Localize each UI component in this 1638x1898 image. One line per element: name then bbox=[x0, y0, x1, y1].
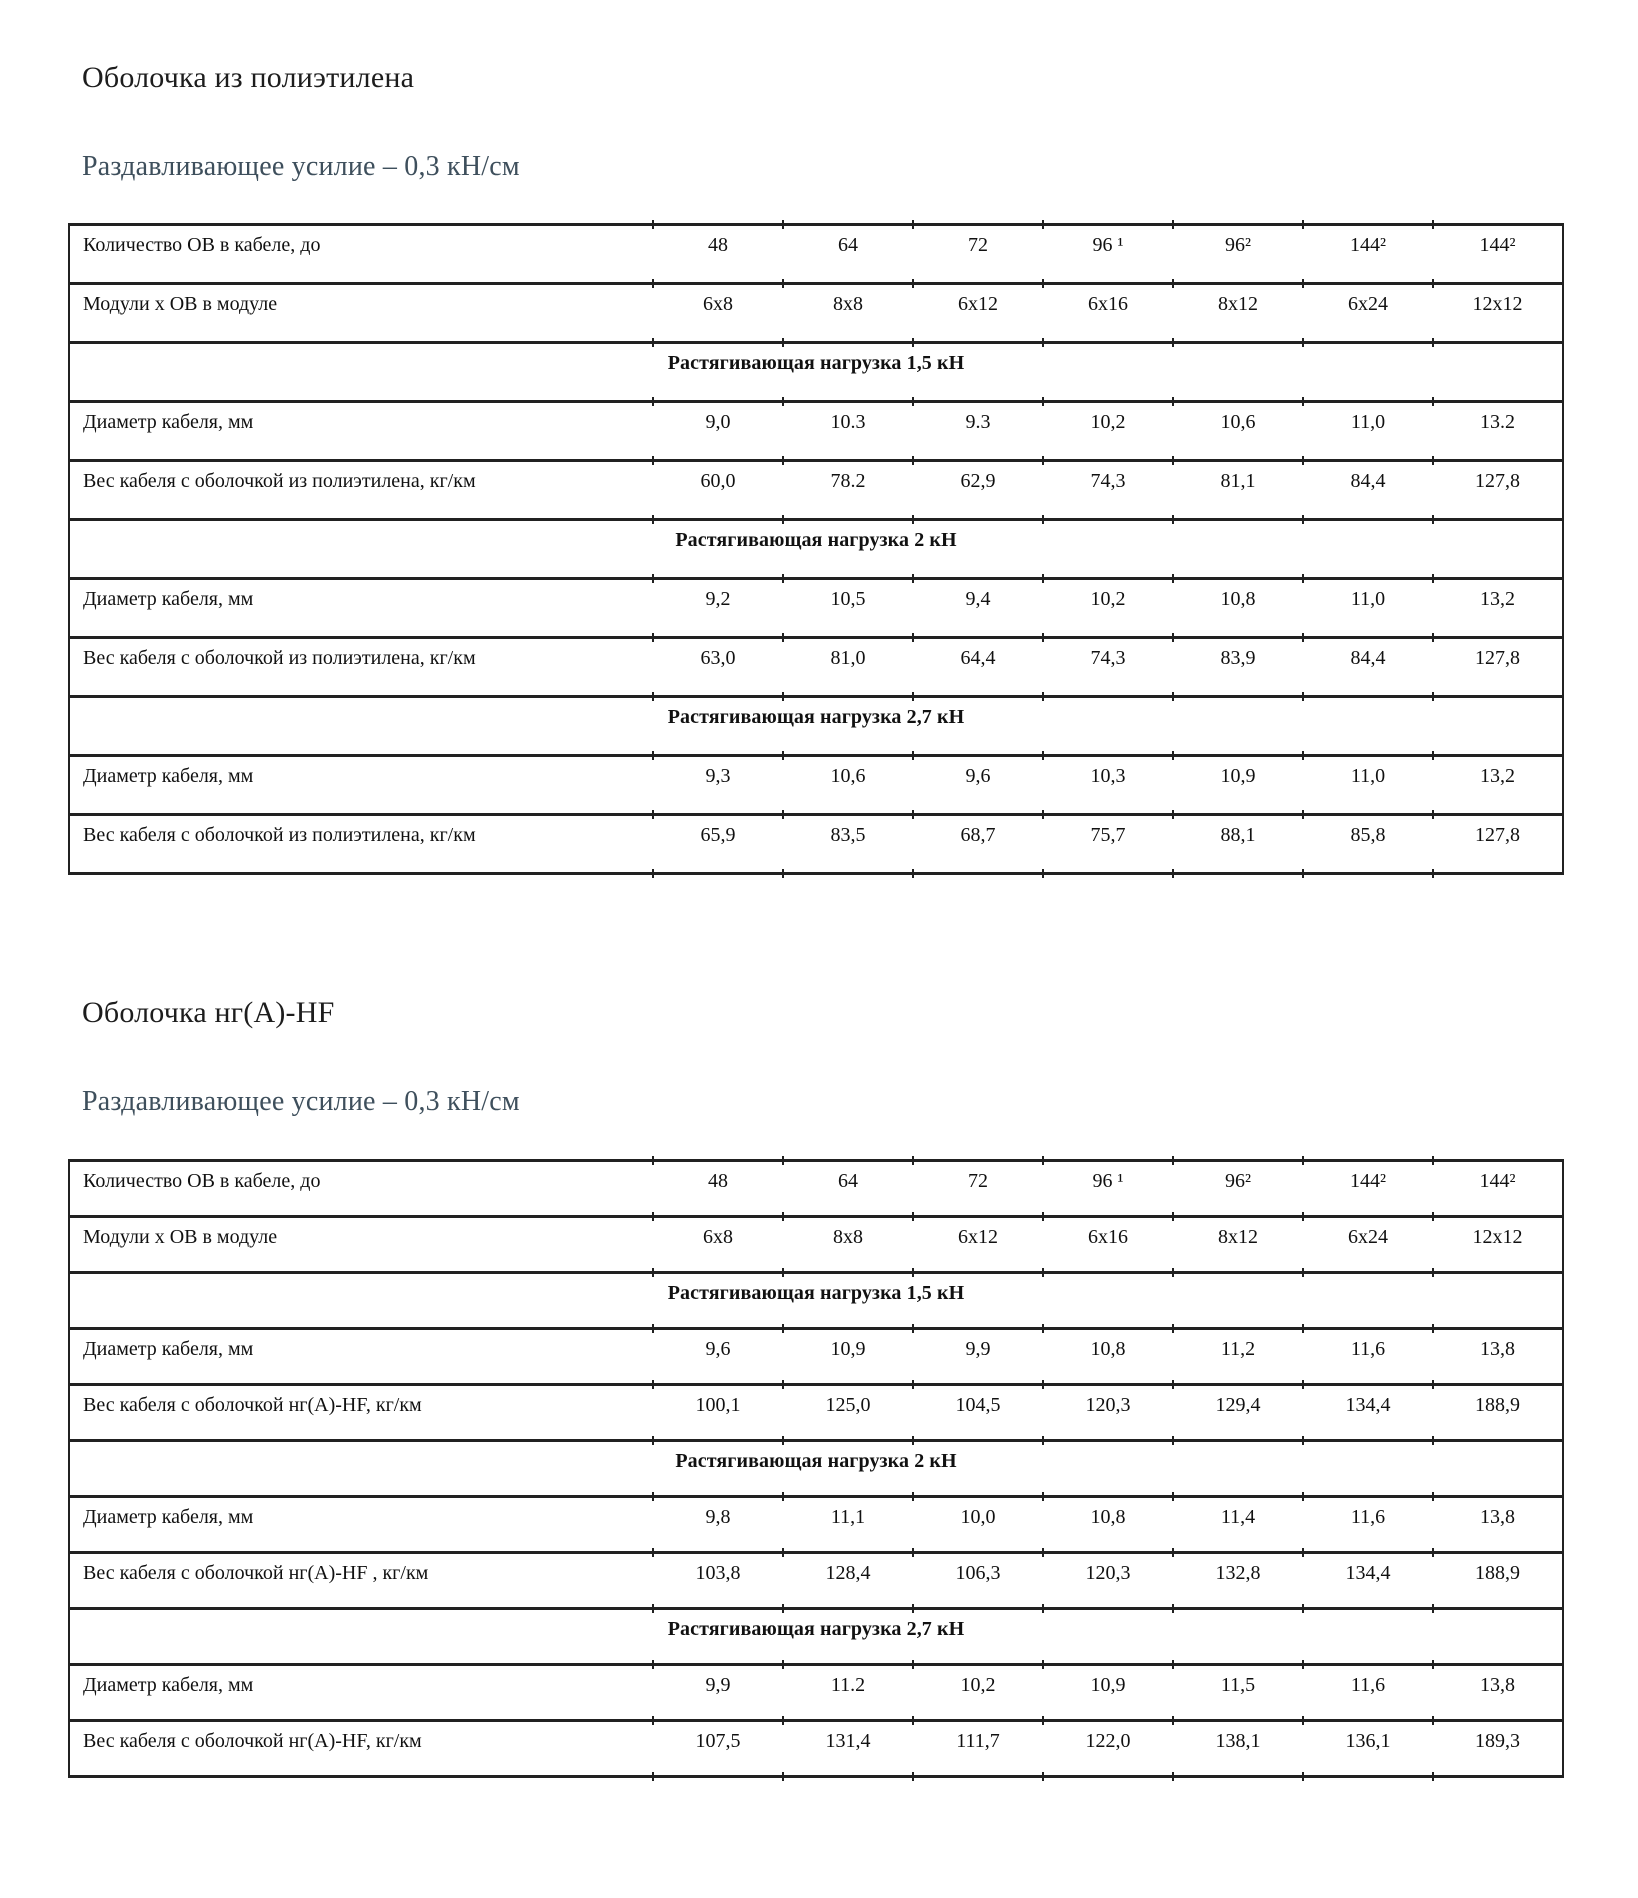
table-row bbox=[69, 1552, 1563, 1608]
value-cell: 13,8 bbox=[1433, 1664, 1563, 1720]
value-cell: 10,8 bbox=[1173, 579, 1303, 638]
value-cell: 6x16 bbox=[1043, 1216, 1173, 1272]
table-row bbox=[69, 1328, 1563, 1384]
param-label-cell: Вес кабеля с оболочкой из полиэтилена, кг/км bbox=[69, 815, 653, 874]
value-cell: 10,9 bbox=[1043, 1664, 1173, 1720]
param-label-cell: Количество ОВ в кабеле, до bbox=[83, 1169, 321, 1192]
value-cell: 13,8 bbox=[1433, 1328, 1563, 1384]
value-cell: 6x16 bbox=[1043, 284, 1173, 343]
value-cell: 13,2 bbox=[1433, 579, 1563, 638]
section-title: Оболочка нг(А)-HF bbox=[82, 996, 335, 1030]
param-label-cell: Диаметр кабеля, мм bbox=[69, 1496, 653, 1552]
value-cell: 9,9 bbox=[913, 1328, 1043, 1384]
value-cell: 127,8 bbox=[1433, 815, 1563, 874]
param-label-cell: Количество ОВ в кабеле, до bbox=[83, 234, 321, 257]
value-cell: 103,8 bbox=[653, 1552, 783, 1608]
section-title: Оболочка из полиэтилена bbox=[82, 61, 415, 94]
value-cell: 144² bbox=[1433, 225, 1563, 284]
value-cell: 128,4 bbox=[783, 1552, 913, 1608]
value-cell: 125,0 bbox=[783, 1384, 913, 1440]
value-cell: 83,9 bbox=[1173, 638, 1303, 697]
value-cell: 134,4 bbox=[1303, 1552, 1433, 1608]
value-cell: 188,9 bbox=[1433, 1384, 1563, 1440]
param-label-cell: Вес кабеля с оболочкой нг(А)-HF, кг/км bbox=[69, 1720, 653, 1776]
table-row bbox=[69, 284, 1563, 343]
value-cell: 136,1 bbox=[1303, 1720, 1433, 1776]
section-subtitle: Раздавливающее усилие – 0,3 кН/см bbox=[82, 1086, 520, 1118]
value-cell: 10,2 bbox=[913, 1664, 1043, 1720]
table-row bbox=[69, 1160, 1563, 1216]
value-cell: 84,4 bbox=[1303, 461, 1433, 520]
value-cell: 6x12 bbox=[913, 284, 1043, 343]
value-cell: 96 ¹ bbox=[1043, 1160, 1173, 1216]
value-cell: 10,2 bbox=[1043, 579, 1173, 638]
table-row bbox=[69, 1216, 1563, 1272]
table-row bbox=[69, 697, 1563, 756]
value-cell: 111,7 bbox=[913, 1720, 1043, 1776]
value-cell: 9,3 bbox=[653, 756, 783, 815]
value-cell: 144² bbox=[1303, 1160, 1433, 1216]
value-cell: 11,0 bbox=[1303, 579, 1433, 638]
table-row bbox=[69, 1664, 1563, 1720]
value-cell: 6x8 bbox=[653, 1216, 783, 1272]
value-cell: 11,0 bbox=[1303, 756, 1433, 815]
value-cell: 9,4 bbox=[913, 579, 1043, 638]
section-header-cell: Растягивающая нагрузка 2 кН bbox=[69, 520, 1563, 579]
value-cell: 88,1 bbox=[1173, 815, 1303, 874]
value-cell: 63,0 bbox=[653, 638, 783, 697]
value-cell: 13.2 bbox=[1433, 402, 1563, 461]
value-cell: 11,0 bbox=[1303, 402, 1433, 461]
table-row bbox=[69, 461, 1563, 520]
value-cell: 13,2 bbox=[1433, 756, 1563, 815]
value-cell: 129,4 bbox=[1173, 1384, 1303, 1440]
table-row bbox=[69, 225, 1563, 284]
table-row bbox=[69, 638, 1563, 697]
value-cell: 6x12 bbox=[913, 1216, 1043, 1272]
value-cell: 48 bbox=[653, 225, 783, 284]
value-cell: 10,5 bbox=[783, 579, 913, 638]
value-cell: 96² bbox=[1173, 1160, 1303, 1216]
value-cell: 106,3 bbox=[913, 1552, 1043, 1608]
value-cell: 120,3 bbox=[1043, 1552, 1173, 1608]
value-cell: 62,9 bbox=[913, 461, 1043, 520]
value-cell: 144² bbox=[1303, 225, 1433, 284]
param-label-cell: Модули х ОВ в модуле bbox=[69, 284, 653, 343]
table-row bbox=[69, 815, 1563, 874]
value-cell: 8x8 bbox=[783, 284, 913, 343]
value-cell: 131,4 bbox=[783, 1720, 913, 1776]
table-row bbox=[69, 579, 1563, 638]
value-cell: 11,6 bbox=[1303, 1328, 1433, 1384]
value-cell: 127,8 bbox=[1433, 638, 1563, 697]
value-cell: 84,4 bbox=[1303, 638, 1433, 697]
value-cell: 10,9 bbox=[783, 1328, 913, 1384]
value-cell: 10,3 bbox=[1043, 756, 1173, 815]
param-label-cell: Вес кабеля с оболочкой нг(А)-HF, кг/км bbox=[69, 1384, 653, 1440]
value-cell: 122,0 bbox=[1043, 1720, 1173, 1776]
value-cell: 6x24 bbox=[1303, 1216, 1433, 1272]
value-cell: 10,8 bbox=[1043, 1328, 1173, 1384]
value-cell: 104,5 bbox=[913, 1384, 1043, 1440]
value-cell: 12x12 bbox=[1433, 1216, 1563, 1272]
value-cell: 10,9 bbox=[1173, 756, 1303, 815]
value-cell: 81,1 bbox=[1173, 461, 1303, 520]
value-cell: 189,3 bbox=[1433, 1720, 1563, 1776]
param-label-cell: Диаметр кабеля, мм bbox=[69, 579, 653, 638]
value-cell: 8x12 bbox=[1173, 1216, 1303, 1272]
table-row bbox=[69, 343, 1563, 402]
value-cell: 72 bbox=[913, 225, 1043, 284]
section-header-cell: Растягивающая нагрузка 1,5 кН bbox=[69, 343, 1563, 402]
table-row bbox=[69, 1272, 1563, 1328]
value-cell: 11,5 bbox=[1173, 1664, 1303, 1720]
value-cell: 9,2 bbox=[653, 579, 783, 638]
value-cell: 11.2 bbox=[783, 1664, 913, 1720]
param-label-cell: Диаметр кабеля, мм bbox=[69, 1328, 653, 1384]
table-row bbox=[69, 756, 1563, 815]
value-cell: 10,6 bbox=[783, 756, 913, 815]
value-cell: 9,8 bbox=[653, 1496, 783, 1552]
table-row bbox=[69, 1496, 1563, 1552]
value-cell: 134,4 bbox=[1303, 1384, 1433, 1440]
value-cell: 127,8 bbox=[1433, 461, 1563, 520]
value-cell: 64,4 bbox=[913, 638, 1043, 697]
param-label-cell: Вес кабеля с оболочкой нг(А)-HF , кг/км bbox=[69, 1552, 653, 1608]
section-header-cell: Растягивающая нагрузка 1,5 кН bbox=[69, 1272, 1563, 1328]
param-label-cell: Диаметр кабеля, мм bbox=[69, 756, 653, 815]
param-label-cell: Вес кабеля с оболочкой из полиэтилена, кг/км bbox=[69, 461, 653, 520]
value-cell: 9,9 bbox=[653, 1664, 783, 1720]
value-cell: 107,5 bbox=[653, 1720, 783, 1776]
param-label-cell: Диаметр кабеля, мм bbox=[69, 402, 653, 461]
value-cell: 85,8 bbox=[1303, 815, 1433, 874]
value-cell: 8x8 bbox=[783, 1216, 913, 1272]
value-cell: 11,1 bbox=[783, 1496, 913, 1552]
value-cell: 64 bbox=[783, 1160, 913, 1216]
value-cell: 10,2 bbox=[1043, 402, 1173, 461]
value-cell: 9.3 bbox=[913, 402, 1043, 461]
table-row bbox=[69, 520, 1563, 579]
value-cell: 65,9 bbox=[653, 815, 783, 874]
table-row bbox=[69, 1384, 1563, 1440]
value-cell: 75,7 bbox=[1043, 815, 1173, 874]
value-cell: 11,4 bbox=[1173, 1496, 1303, 1552]
value-cell: 120,3 bbox=[1043, 1384, 1173, 1440]
value-cell: 138,1 bbox=[1173, 1720, 1303, 1776]
value-cell: 48 bbox=[653, 1160, 783, 1216]
value-cell: 10,6 bbox=[1173, 402, 1303, 461]
table-row bbox=[69, 1720, 1563, 1776]
section-header-cell: Растягивающая нагрузка 2,7 кН bbox=[69, 1608, 1563, 1664]
value-cell: 12x12 bbox=[1433, 284, 1563, 343]
value-cell: 11,6 bbox=[1303, 1496, 1433, 1552]
value-cell: 78.2 bbox=[783, 461, 913, 520]
value-cell: 11,6 bbox=[1303, 1664, 1433, 1720]
value-cell: 83,5 bbox=[783, 815, 913, 874]
value-cell: 6x24 bbox=[1303, 284, 1433, 343]
value-cell: 132,8 bbox=[1173, 1552, 1303, 1608]
section-subtitle: Раздавливающее усилие – 0,3 кН/см bbox=[82, 151, 520, 182]
value-cell: 10.3 bbox=[783, 402, 913, 461]
value-cell: 74,3 bbox=[1043, 638, 1173, 697]
value-cell: 8x12 bbox=[1173, 284, 1303, 343]
value-cell: 9,6 bbox=[653, 1328, 783, 1384]
value-cell: 68,7 bbox=[913, 815, 1043, 874]
value-cell: 10,8 bbox=[1043, 1496, 1173, 1552]
value-cell: 144² bbox=[1433, 1160, 1563, 1216]
value-cell: 60,0 bbox=[653, 461, 783, 520]
section-polyethylene bbox=[82, 58, 1578, 875]
value-cell: 96 ¹ bbox=[1043, 225, 1173, 284]
value-cell: 96² bbox=[1173, 225, 1303, 284]
value-cell: 74,3 bbox=[1043, 461, 1173, 520]
value-cell: 9,6 bbox=[913, 756, 1043, 815]
value-cell: 100,1 bbox=[653, 1384, 783, 1440]
value-cell: 9,0 bbox=[653, 402, 783, 461]
value-cell: 72 bbox=[913, 1160, 1043, 1216]
value-cell: 6x8 bbox=[653, 284, 783, 343]
param-label-cell: Модули х ОВ в модуле bbox=[69, 1216, 653, 1272]
value-cell: 188,9 bbox=[1433, 1552, 1563, 1608]
section-header-cell: Растягивающая нагрузка 2,7 кН bbox=[69, 697, 1563, 756]
table-row bbox=[69, 1440, 1563, 1496]
value-cell: 11,2 bbox=[1173, 1328, 1303, 1384]
param-label-cell: Вес кабеля с оболочкой из полиэтилена, кг/км bbox=[69, 638, 653, 697]
table-row bbox=[69, 1608, 1563, 1664]
param-label-cell: Диаметр кабеля, мм bbox=[69, 1664, 653, 1720]
section-header-cell: Растягивающая нагрузка 2 кН bbox=[69, 1440, 1563, 1496]
spec-table-ng-a-hf bbox=[68, 1159, 1564, 1778]
value-cell: 10,0 bbox=[913, 1496, 1043, 1552]
value-cell: 13,8 bbox=[1433, 1496, 1563, 1552]
value-cell: 64 bbox=[783, 225, 913, 284]
value-cell: 81,0 bbox=[783, 638, 913, 697]
spec-table-polyethylene bbox=[68, 223, 1564, 875]
table-row bbox=[69, 402, 1563, 461]
section-ng-a-hf bbox=[82, 993, 1578, 1777]
